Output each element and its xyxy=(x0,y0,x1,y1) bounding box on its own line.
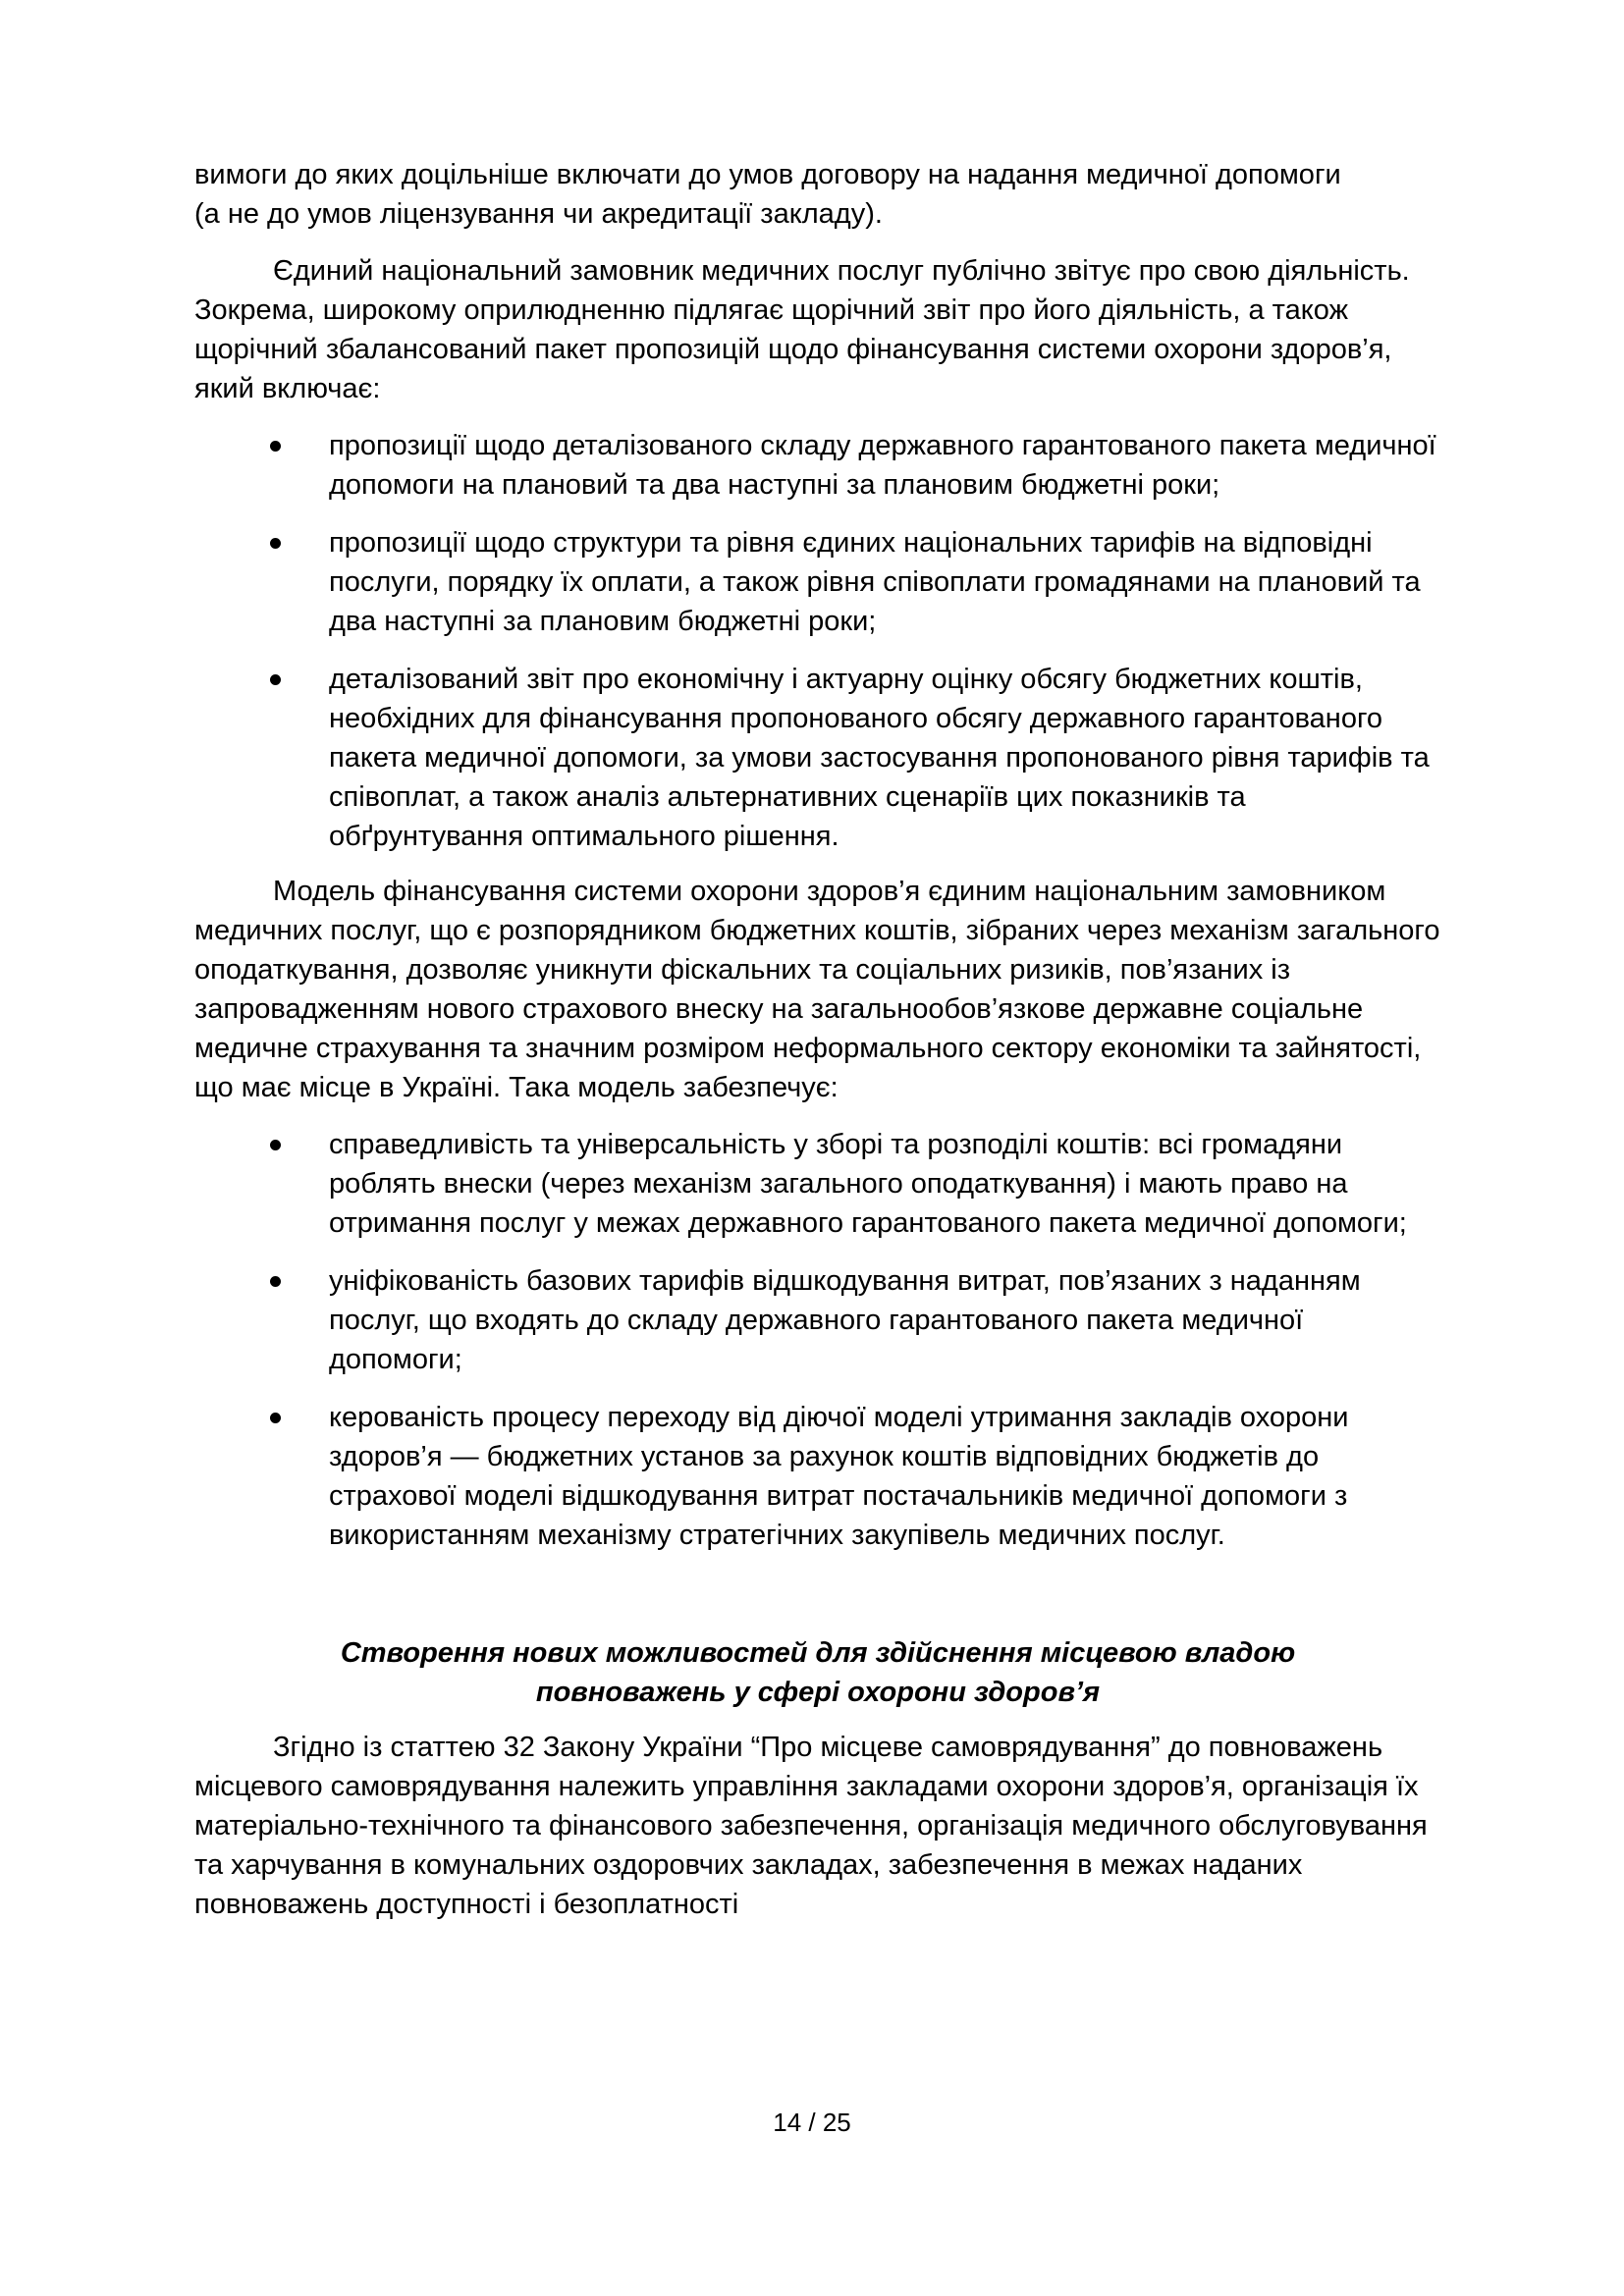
continuation-paragraph xyxy=(194,155,1441,234)
continuation-line-1: вимоги до яких доцільніше включати до умов договору на надання медичної допомоги xyxy=(194,159,1341,190)
model-benefits-list xyxy=(194,1125,1441,1555)
list-item-text: пропозиції щодо структури та рівня єдиних національних тарифів на відповідні послуги, порядку їх оплати, а також рівня співоплати громадянами на плановий та два наступні за плановим бюджетні роки; xyxy=(329,527,1421,637)
section-heading-line-2: повноважень у сфері охорони здоров’я xyxy=(535,1677,1101,1708)
reporting-paragraph: Єдиний національний замовник медичних послуг публічно звітує про свою діяльність. Зокрема, широкому оприлюдненню підлягає щорічний звіт про його діяльність, а також щорічний збалансований пакет пропозицій щодо фінансування системи охорони здоров’я, який включає: xyxy=(194,255,1410,404)
list-item xyxy=(194,426,1441,505)
bullet-icon xyxy=(270,441,281,452)
list-item xyxy=(194,1398,1441,1555)
continuation-line-2: (а не до умов ліцензування чи акредитації закладу). xyxy=(194,198,883,230)
list-item-text: уніфікованість базових тарифів відшкодування витрат, пов’язаних з наданням послуг, що входять до складу державного гарантованого пакета медичної допомоги; xyxy=(329,1265,1361,1375)
bullet-icon xyxy=(270,1276,281,1287)
bullet-icon xyxy=(270,538,281,549)
page-content xyxy=(194,155,1441,1924)
page-number: 14 / 25 xyxy=(773,2108,851,2137)
list-item xyxy=(194,1261,1441,1379)
law-paragraph: Згідно із статтею 32 Закону України “Про місцеве самоврядування” до повноважень місцевого самоврядування належить управління закладами охорони здоров’я, організація їх матеріально-технічного та фінансового забезпечення, організація медичного обслуговування та харчування в комунальних оздоровчих закладах, забезпечення в межах наданих повноважень доступності і безоплатності xyxy=(194,1732,1428,1920)
bullet-icon xyxy=(270,674,281,685)
list-item-text: керованість процесу переходу від діючої моделі утримання закладів охорони здоров’я — бюджетних установ за рахунок коштів відповідних бюджетів до страхової моделі відшкодування витрат постачальників медичної допомоги з використанням механізму стратегічних закупівель медичних послуг. xyxy=(329,1402,1349,1551)
model-paragraph: Модель фінансування системи охорони здоров’я єдиним національним замовником медичних послуг, що є розпорядником бюджетних коштів, зібраних через механізм загального оподаткування, дозволяє уникнути фіскальних та соціальних ризиків, пов’язаних із запровадженням нового страхового внеску на загальнообов’язкове державне соціальне медичне страхування та значним розміром неформального сектору економіки та зайнятості, що має місце в Україні. Така модель забезпечує: xyxy=(194,876,1440,1103)
section-heading xyxy=(194,1633,1441,1712)
list-item-text: деталізований звіт про економічну і актуарну оцінку обсягу бюджетних коштів, необхідних для фінансування пропонованого обсягу державного гарантованого пакета медичної допомоги, за умови застосування пропонованого рівня тарифів та співоплат, а також аналіз альтернативних сценаріїв цих показників та обґрунтування оптимального рішення. xyxy=(329,664,1430,852)
section-heading-line-1: Створення нових можливостей для здійснення місцевою владою xyxy=(340,1637,1296,1669)
list-item-text: справедливість та універсальність у зборі та розподілі коштів: всі громадяни роблять внески (через механізм загального оподаткування) і мають право на отримання послуг у межах державного гарантованого пакета медичної допомоги; xyxy=(329,1129,1407,1239)
bullet-icon xyxy=(270,1413,281,1423)
package-proposals-list xyxy=(194,426,1441,856)
list-item xyxy=(194,523,1441,641)
list-item-text: пропозиції щодо деталізованого складу державного гарантованого пакета медичної допомоги на плановий та два наступні за плановим бюджетні роки; xyxy=(329,430,1436,501)
list-item xyxy=(194,1125,1441,1243)
bullet-icon xyxy=(270,1140,281,1150)
list-item xyxy=(194,660,1441,856)
